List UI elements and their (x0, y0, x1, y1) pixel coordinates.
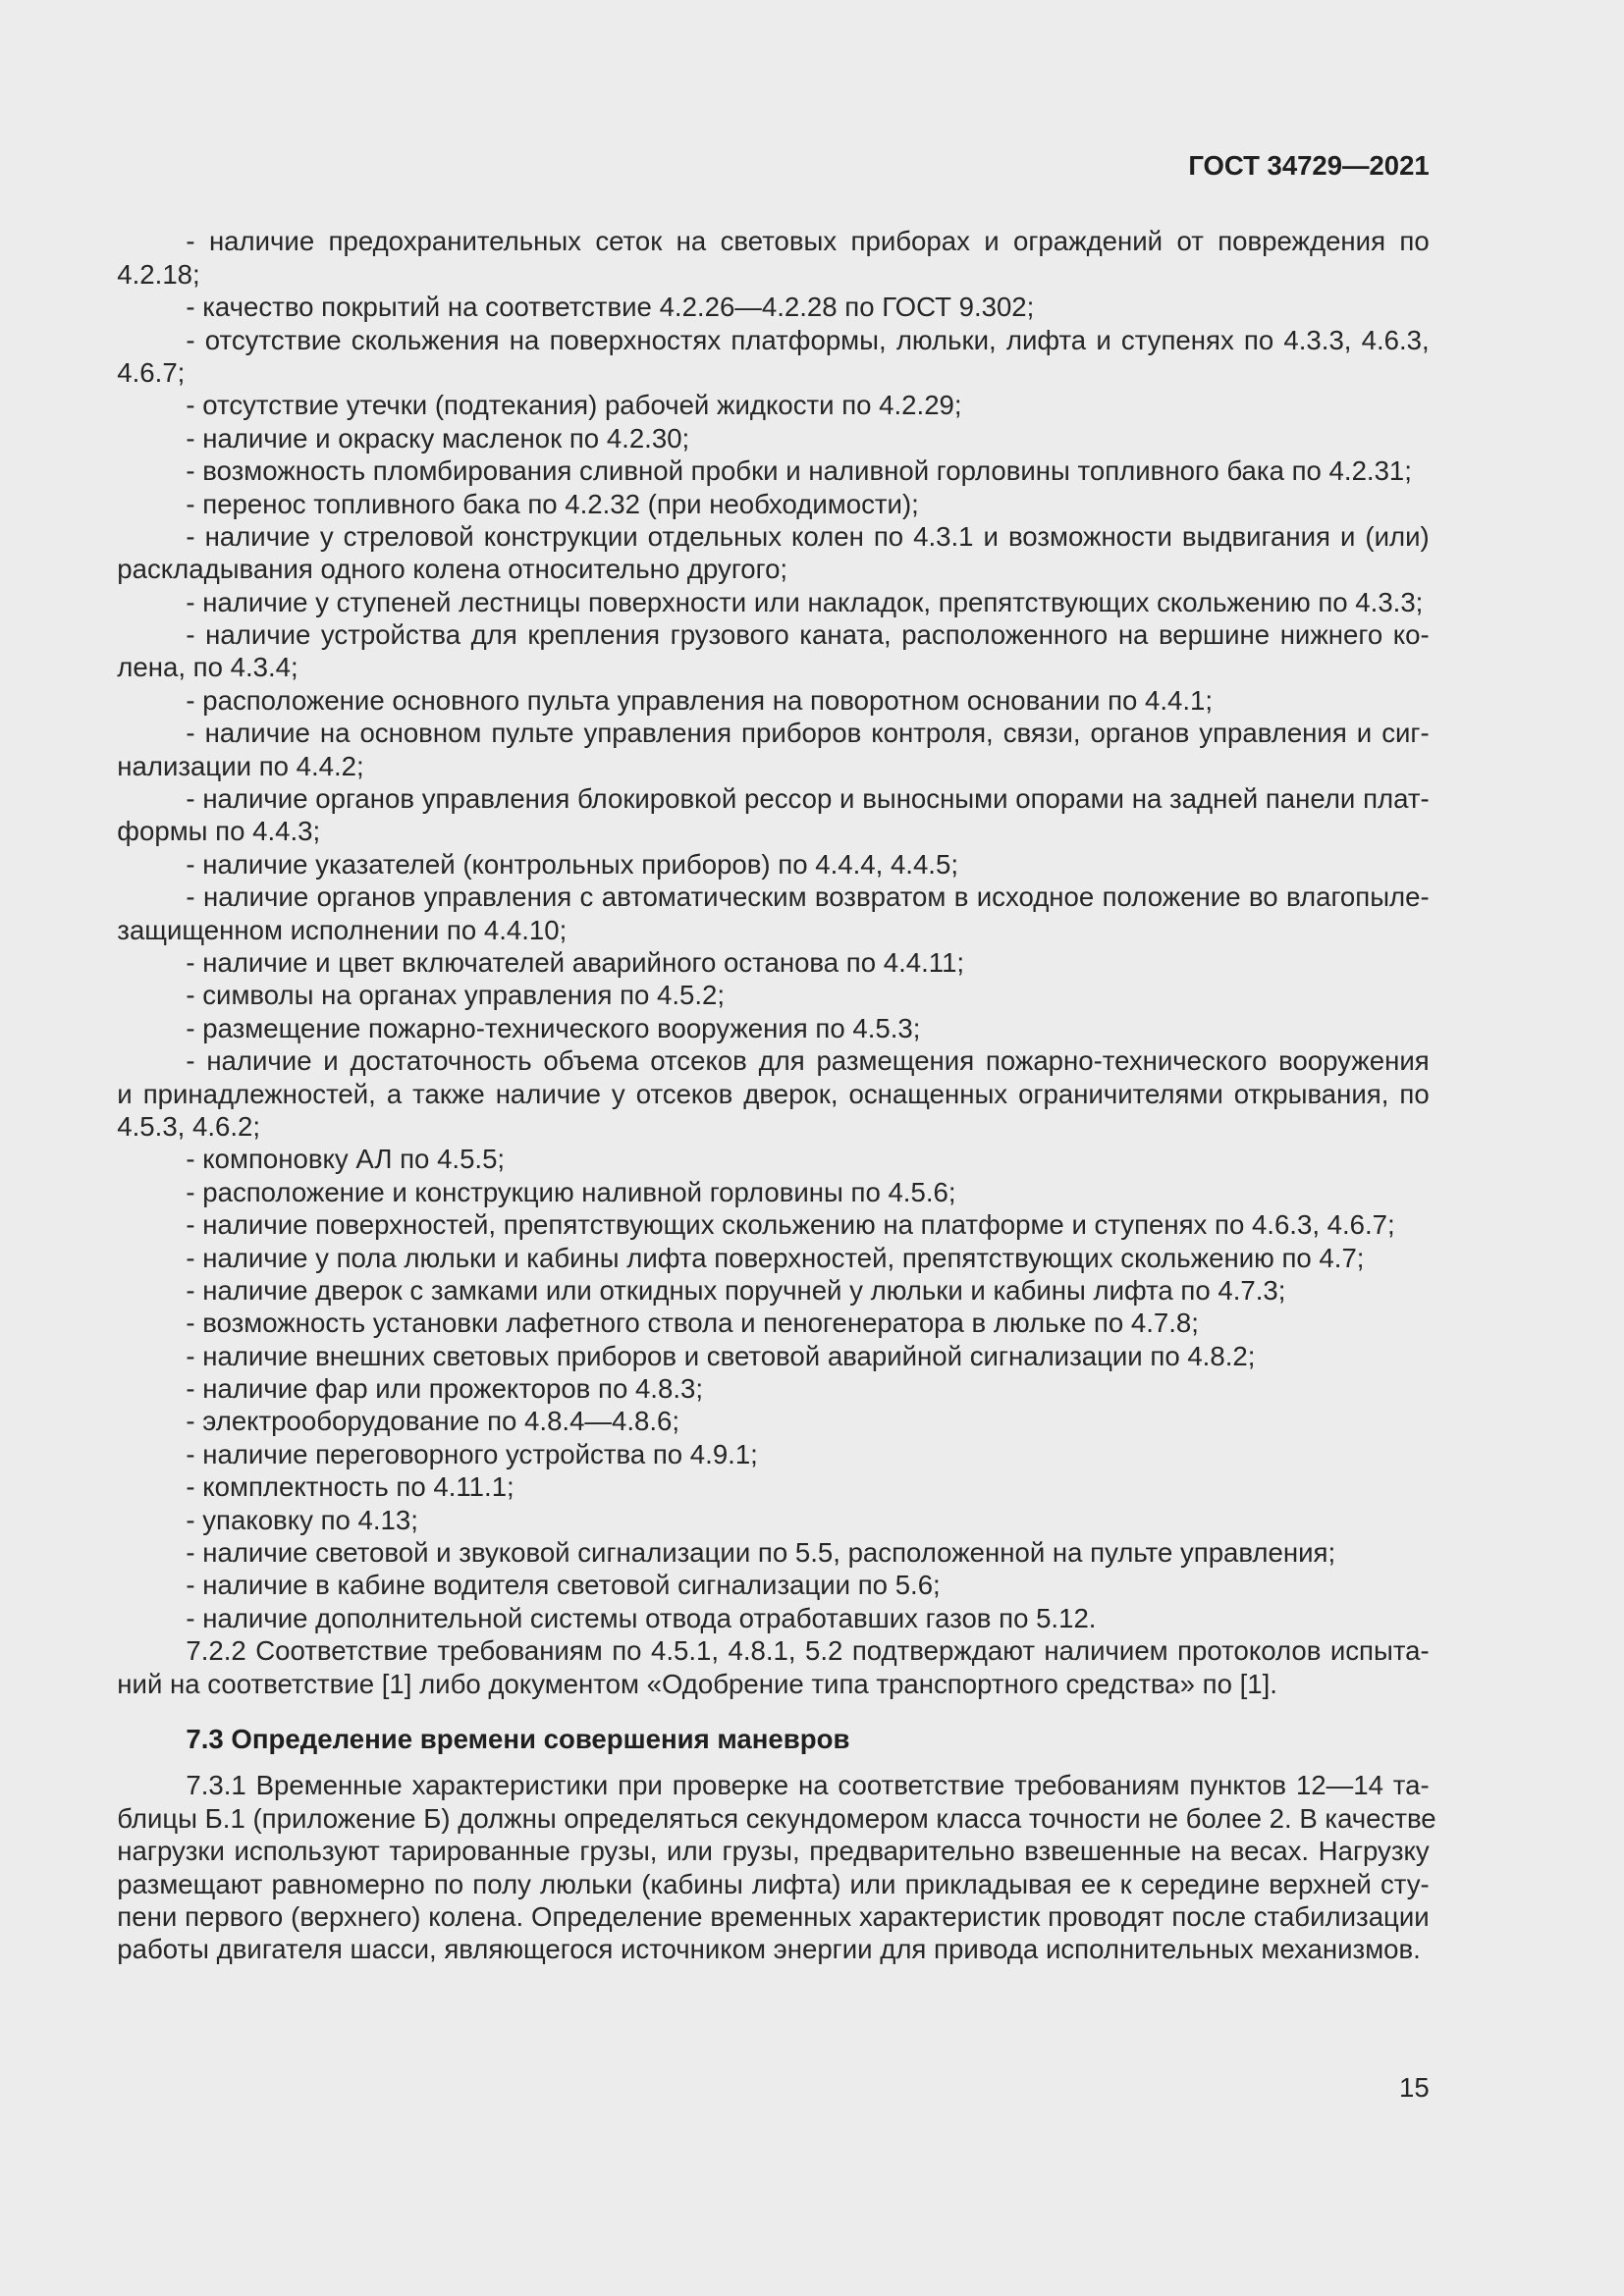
text-line: 4.6.7; (117, 356, 186, 388)
text-line: - возможность пломбирования сливной пробки и наливной горловины топливного бака по 4.2.31; (186, 455, 1412, 487)
text-line: - наличие дверок с замками или откидных поручней у люльки и кабины лифта по 4.7.3; (186, 1274, 1286, 1306)
text-line: - комплектность по 4.11.1; (186, 1471, 514, 1503)
list-item (117, 1504, 1429, 1536)
text-line: защищенном исполнении по 4.4.10; (117, 914, 568, 945)
text-line: - расположение и конструкцию наливной горловины по 4.5.6; (186, 1176, 956, 1207)
text-line: - размещение пожарно-технического вооружения по 4.5.3; (186, 1012, 921, 1043)
list-item (117, 225, 1429, 291)
list-item (117, 1536, 1429, 1569)
list-item (117, 979, 1429, 1011)
text-line: - компоновку АЛ по 4.5.5; (186, 1144, 506, 1175)
list-item (117, 1274, 1429, 1307)
clause-7-2-2 (117, 1634, 1429, 1700)
list-item (117, 1307, 1429, 1339)
paragraph (117, 1769, 1436, 1965)
text-line: раскладывания одного колена относительно другого; (117, 554, 788, 585)
list-item (117, 1569, 1429, 1601)
list-item (117, 1012, 1429, 1044)
text-line: - упаковку по 4.13; (186, 1504, 418, 1535)
list-item (117, 1372, 1429, 1405)
text-line: - наличие указателей (контрольных приборов) по 4.4.4, 4.4.5; (186, 848, 958, 880)
list-item (117, 717, 1429, 782)
list-item (117, 324, 1429, 390)
section-heading: 7.3 Определение времени совершения маневров (186, 1723, 850, 1754)
text-line: - наличие в кабине водителя световой сигнализации по 5.6; (186, 1570, 941, 1601)
list-item (117, 946, 1429, 979)
text-line: 7.2.2 Соответствие требованиям по 4.5.1, 4.8.1, 5.2 подтверждают наличием протоколов испыта- (186, 1635, 1430, 1667)
text-line: - отсутствие утечки (подтекания) рабочей жидкости по 4.2.29; (186, 390, 962, 421)
text-line: - электрооборудование по 4.8.4—4.8.6; (186, 1406, 680, 1437)
list-item (117, 1208, 1429, 1241)
list-item (117, 1405, 1429, 1437)
text-line: лена, по 4.3.4; (117, 652, 298, 683)
text-line: - наличие у стреловой конструкции отдельных колен по 4.3.1 и возможности выдвигания и (или) (186, 520, 1430, 552)
text-line: - наличие у ступеней лестницы поверхности или накладок, препятствующих скольжению по 4.3.3; (186, 586, 1424, 617)
text-line: нагрузки используют тарированные грузы, или грузы, предварительно взвешенные на весах. Нагрузку (117, 1836, 1430, 1867)
text-line: формы по 4.4.3; (117, 816, 321, 847)
paragraph (117, 1634, 1429, 1700)
text-line: - наличие дополнительной системы отвода отработавших газов по 5.12. (186, 1602, 1097, 1633)
text-line: - наличие поверхностей, препятствующих скольжению на платформе и ступенях по 4.6.3, 4.6.7; (186, 1209, 1395, 1241)
text-line: - наличие на основном пульте управления приборов контроля, связи, органов управления и сиг- (186, 718, 1430, 749)
document-body (117, 225, 1436, 1965)
text-line: размещают равномерно по полу люльки (кабины лифта) или прикладывая ее к середине верхней сту- (117, 1868, 1430, 1899)
list-item (117, 586, 1429, 618)
text-line: - наличие и достаточность объема отсеков для размещения пожарно-технического вооружения (186, 1045, 1430, 1077)
text-line: - наличие фар или прожекторов по 4.8.3; (186, 1373, 704, 1405)
list-item (117, 291, 1429, 323)
text-line: блицы Б.1 (приложение Б) должны определяться секундомером класса точности не более 2. В качестве (117, 1802, 1436, 1834)
list-item (117, 1242, 1429, 1274)
text-line: 7.3.1 Временные характеристики при проверке на соответствие требованиям пунктов 12—14 та- (186, 1770, 1430, 1801)
clause-7-3-1 (117, 1769, 1436, 1965)
text-line: 4.2.18; (117, 258, 200, 290)
list-item (117, 1470, 1429, 1503)
list-item (117, 488, 1429, 520)
text-line: 4.5.3, 4.6.2; (117, 1110, 261, 1142)
list-item (117, 520, 1429, 586)
text-line: ний на соответствие [1] либо документом «Одобрение типа транспортного средства» по [1]. (117, 1668, 1277, 1699)
text-line: - символы на органах управления по 4.5.2; (186, 980, 726, 1011)
list-item (117, 1143, 1429, 1175)
text-line: - наличие переговорного устройства по 4.9.1; (186, 1438, 758, 1469)
text-line: - качество покрытий на соответствие 4.2.26—4.2.28 по ГОСТ 9.302; (186, 292, 1035, 323)
list-item (117, 848, 1429, 881)
list-item (117, 454, 1429, 487)
text-line: нализации по 4.4.2; (117, 750, 364, 781)
text-line: - наличие и окраску масленок по 4.2.30; (186, 422, 690, 454)
list-item (117, 389, 1429, 421)
list-item (117, 684, 1429, 717)
text-line: - наличие предохранительных сеток на световых приборах и ограждений от повреждения по (186, 226, 1430, 257)
text-line: - отсутствие скольжения на поверхностях платформы, люльки, лифта и ступенях по 4.3.3, 4.6.3, (186, 324, 1430, 355)
text-line: - наличие внешних световых приборов и световой аварийной сигнализации по 4.8.2; (186, 1340, 1256, 1371)
text-line: - перенос топливного бака по 4.2.32 (при необходимости); (186, 488, 919, 519)
text-line: - расположение основного пульта управления на поворотном основании по 4.4.1; (186, 684, 1214, 716)
text-line: - наличие у пола люльки и кабины лифта поверхностей, препятствующих скольжению по 4.7; (186, 1242, 1365, 1273)
text-line: - наличие световой и звуковой сигнализации по 5.5, расположенной на пульте управления; (186, 1537, 1336, 1569)
document-designation: ГОСТ 34729—2021 (1188, 149, 1430, 181)
list-item (117, 422, 1429, 454)
list-item (117, 782, 1429, 848)
text-line: пени первого (верхнего) колена. Определение временных характеристик проводят после стабилизации (117, 1901, 1430, 1933)
list-item (117, 1176, 1429, 1208)
list-item (117, 1602, 1429, 1634)
text-line: работы двигателя шасси, являющегося источником энергии для привода исполнительных механизмов. (117, 1934, 1421, 1965)
requirements-list (117, 225, 1429, 1634)
list-item (117, 1438, 1429, 1470)
text-line: - наличие органов управления блокировкой рессор и выносными опорами на задней панели плат- (186, 783, 1430, 815)
list-item (117, 1044, 1429, 1143)
text-line: - наличие органов управления с автоматическим возвратом в исходное положение во влагопыле- (186, 881, 1430, 913)
text-line: - наличие и цвет включателей аварийного останова по 4.4.11; (186, 946, 965, 978)
list-item (117, 618, 1429, 684)
list-item (117, 1340, 1429, 1372)
text-line: - наличие устройства для крепления грузового каната, расположенного на вершине нижнего ко- (186, 619, 1430, 651)
page-number: 15 (1399, 2072, 1430, 2104)
list-item (117, 881, 1429, 946)
text-line: и принадлежностей, а также наличие у отсеков дверок, оснащенных ограничителями открывания, по (117, 1078, 1430, 1109)
text-line: - возможность установки лафетного ствола и пеногенератора в люльке по 4.7.8; (186, 1308, 1199, 1339)
